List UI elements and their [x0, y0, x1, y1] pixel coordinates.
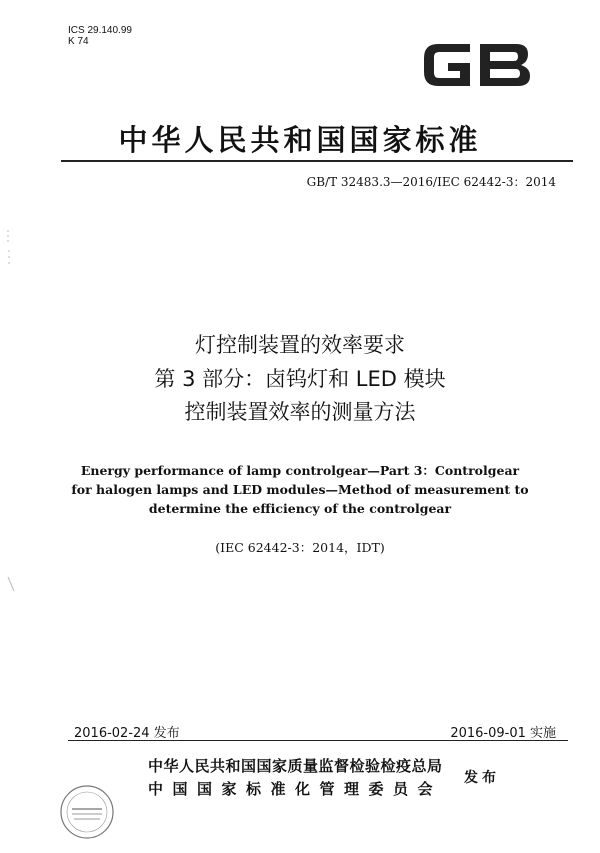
header-divider: [61, 160, 573, 162]
seal-stamp-icon: [58, 783, 116, 841]
scan-mark-left-top: [6, 230, 12, 270]
publish-date: 2016-02-24 发布: [74, 726, 180, 741]
title-en: Energy performance of lamp controlgear—Part 3：Controlgear for halogen lamps and LED modules—Method of measurement to determine the efficiency of the controlgear: [71, 463, 529, 516]
standard-code: GB/T 32483.3—2016/IEC 62442-3：2014: [306, 175, 556, 189]
title-cn-line1: 灯控制装置的效率要求: [195, 333, 405, 357]
issuer-aqsiq: 中华人民共和国国家质量监督检验检疫总局: [148, 757, 443, 775]
class-code: K 74: [68, 36, 89, 47]
classification-block: [68, 25, 132, 47]
title-cn-line3: 控制装置效率的测量方法: [184, 400, 416, 424]
issuer-sac: 中国国家标准化管理委员会: [148, 780, 443, 798]
footer-divider: [68, 740, 568, 741]
gb-logo: [418, 38, 536, 92]
standard-name: 中华人民共和国国家标准: [118, 123, 482, 157]
equivalence-note: (IEC 62442-3：2014，IDT): [215, 540, 385, 555]
scan-mark-left-mid: [6, 575, 16, 595]
issue-label: 发布: [464, 770, 500, 786]
ics-code: ICS 29.140.99: [68, 25, 132, 36]
implementation-date: 2016-09-01 实施: [450, 726, 556, 741]
title-cn-line2: 第 3 部分：卤钨灯和 LED 模块: [154, 367, 446, 391]
